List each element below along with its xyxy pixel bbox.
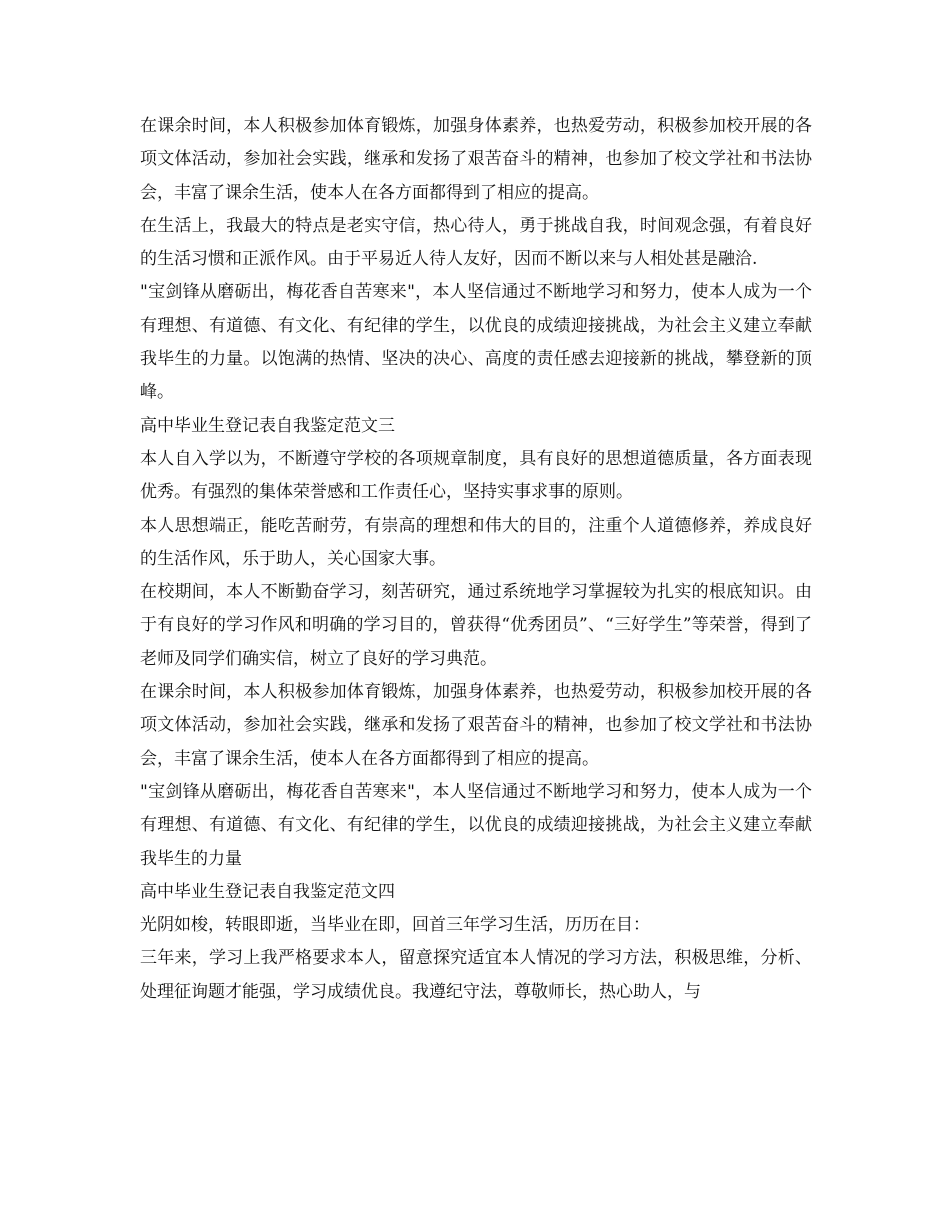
paragraph: 本人思想端正，能吃苦耐劳，有崇高的理想和伟大的目的，注重个人道德修养，养成良好的生活作风，乐于助人，关心国家大事。 (140, 515, 812, 569)
paragraph: 本人自入学以为，不断遵守学校的各项规章制度，具有良好的思想道德质量，各方面表现优秀。有强烈的集体荣誉感和工作责任心，坚持实事求事的原则。 (140, 448, 812, 503)
section-heading: 高中毕业生登记表自我鉴定范文三 (140, 415, 395, 436)
paragraph: 在课余时间，本人积极参加体育锻炼，加强身体素养，也热爱劳动，积极参加校开展的各项文体活动，参加社会实践，继承和发扬了艰苦奋斗的精神，也参加了校文学社和书法协会，丰富了课余生活，使本人在各方面都得到了相应的提高。 (140, 116, 812, 203)
paragraph: 在生活上，我最大的特点是老实守信，热心待人，勇于挑战自我，时间观念强，有着良好的生活习惯和正派作风。由于平易近人待人友好，因而不断以来与人相处甚是融洽. (140, 215, 812, 270)
paragraph: 光阴如梭，转眼即逝，当毕业在即，回首三年学习生活，历历在目： (140, 915, 650, 936)
paragraph: "宝剑锋从磨砺出，梅花香自苦寒来"，本人坚信通过不断地学习和努力，使本人成为一个有理想、有道德、有文化、有纪律的学生，以优良的成绩迎接挑战，为社会主义建立奉献我毕生的力量 (140, 781, 812, 869)
paragraph: "宝剑锋从磨砺出，梅花香自苦寒来"，本人坚信通过不断地学习和努力，使本人成为一个有理想、有道德、有文化、有纪律的学生，以优良的成绩迎接挑战，为社会主义建立奉献我毕生的力量。以饱满的热情、坚决的决心、高度的责任感去迎接新的挑战，攀登新的顶峰。 (140, 282, 812, 403)
section-heading: 高中毕业生登记表自我鉴定范文四 (140, 881, 395, 902)
paragraph: 在校期间，本人不断勤奋学习，刻苦研究，通过系统地学习掌握较为扎实的根底知识。由于有良好的学习作风和明确的学习目的，曾获得“优秀团员”、“三好学生”等荣誉，得到了老师及同学们确实信，树立了良好的学习典范。 (140, 582, 812, 669)
paragraph: 三年来，学习上我严格要求本人，留意探究适宜本人情况的学习方法，积极思维，分析、处理征询题才能强，学习成绩优良。我遵纪守法，尊敬师长，热心助人，与 (140, 948, 812, 1002)
paragraph: 在课余时间，本人积极参加体育锻炼，加强身体素养，也热爱劳动，积极参加校开展的各项文体活动，参加社会实践，继承和发扬了艰苦奋斗的精神，也参加了校文学社和书法协会，丰富了课余生活，使本人在各方面都得到了相应的提高。 (140, 682, 812, 769)
document-body (140, 110, 812, 1009)
